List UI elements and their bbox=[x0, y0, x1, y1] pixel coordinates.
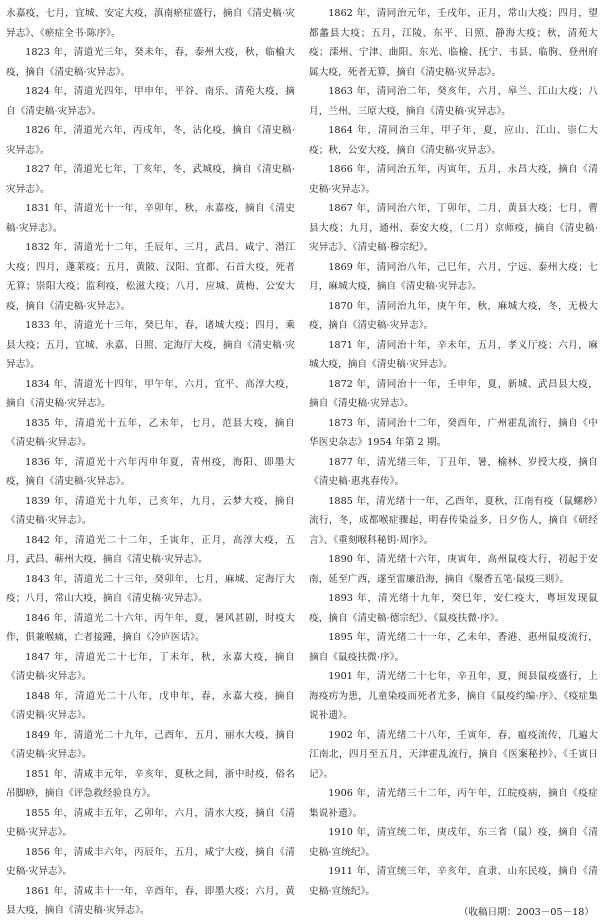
entry: 1902 年，清光绪二十八年，壬寅年，春，瘟疫流传，几遍大江南北，四月至五月，天津霍乱流行，摘自《医案秘抄》、《壬寅日记》。 bbox=[309, 729, 598, 780]
entry: 1843 年，清道光二十三年，癸卯年，七月，麻城、定海厅大疫；八月，常山大疫，摘自《清史稿·灾异志》。 bbox=[6, 573, 295, 604]
entry: 1862 年，清同治元年，壬戌年，正月，常山大疫；四月，望都蠡县大疫；五月，江陵、东平、日照、静海大疫；秋，清苑大疫；滦州、宁津、曲阳、东光、临榆、抚宁、韦县、临朐、登州府属大疫，死者无算，摘自《清史稿·灾异志》。 bbox=[309, 8, 598, 78]
entry: 1851 年，清咸丰元年，辛亥年，夏秋之间，浙中时疫，俗名吊脚痧，摘自《评急救经验良方》。 bbox=[6, 768, 295, 799]
entry: 1893 年，清光绪十九年，癸巳年，安仁疫大，粤垣发现鼠疫，摘自《清史稿·德宗纪》、《鼠疫扶微·序》。 bbox=[309, 593, 598, 624]
entry: 1872 年，清同治十一年，壬申年，夏，新城、武昌县大疫，摘自《清史稿·灾异志》。 bbox=[309, 378, 598, 409]
entry: 1866 年，清同治五年，丙寅年，五月，永昌大疫，摘自《清史稿·灾异志》。 bbox=[309, 164, 598, 195]
entry: 1831 年，清道光十一年，辛卯年，秋，永嘉疫，摘自《清史稿·灾异志》。 bbox=[6, 203, 295, 234]
entry: 1869 年，清同治八年，己巳年，六月，宁远、泰州大疫；七月，麻城大疫，摘自《清史稿·灾异志》。 bbox=[309, 261, 598, 292]
entry: 1849 年，清道光二十九年，己酉年，五月，丽水大疫，摘自《清史稿·灾异志》。 bbox=[6, 729, 295, 760]
entry: 1890 年，清光绪十六年，庚寅年，高州鼠疫大行，初起于安南，延至广西，遂至雷廉沿海，摘自《聚香五笔·鼠疫三则》。 bbox=[309, 554, 598, 585]
entry: 1911 年，清宣统三年，辛亥年，直隶、山东民疫，摘自《清史稿·宣统纪》。 bbox=[309, 866, 598, 897]
entry: 1835 年，清道光十五年，乙未年，七月，范县大疫，摘自《清史稿·灾异志》。 bbox=[6, 417, 295, 448]
entry: 1864 年，清同治三年，甲子年，夏，应山、江山、崇仁大疫；秋，公安大疫，摘自《清史稿·灾异志》。 bbox=[309, 125, 598, 156]
entry: 1873 年，清同治十二年，癸酉年，广州霍乱流行，摘自《中华医史杂志》1954 年第 2 期。 bbox=[309, 417, 598, 448]
entry: 1832 年，清道光十二年，壬辰年，三月，武昌、咸宁、潜江大疫；四月，蓬莱疫；五月，黄陂、汉阳、宜都、石首大疫，死者无算；崇阳大疫；监利疫，松滋大疫；八月，应城、黄梅、公安大疫，摘自《清史稿·灾异志》。 bbox=[6, 242, 295, 312]
entry: 1834 年，清道光十四年，甲午年，六月，宜平、高淳大疫，摘自《清史稿·灾异志》。 bbox=[6, 378, 295, 409]
entry: 1842 年，清道光二十二年，壬寅年，正月，高淳大疫，五月，武昌、蕲州大疫，摘自《清史稿·灾异志》。 bbox=[6, 534, 295, 565]
entry: 1895 年，清光绪二十一年，乙未年，香港、惠州鼠疫流行，摘自《鼠疫扶微·序》。 bbox=[309, 632, 598, 663]
entry: 1855 年，清咸丰五年，乙卯年，六月，清水大疫，摘自《清史稿·灾异志》。 bbox=[6, 807, 295, 838]
entry: 1906 年，清光绪三十二年，丙午年，江皖疫病，摘自《疫症集说补遗》。 bbox=[309, 788, 598, 819]
entry: 1901 年，清光绪二十七年，辛丑年，夏，闽县鼠疫盛行，上海疫疠为患，儿童染疫而死者尤多，摘自《鼠疫约编·序》、《疫症集说补遗》。 bbox=[309, 671, 598, 721]
entry: 1848 年，清道光二十八年，戊申年，春，永嘉大疫，摘自《清史稿·灾异志》。 bbox=[6, 690, 295, 721]
entry: 1836 年，清道光十六年丙申年夏，青州疫，海阳、即墨大疫，摘自《清史稿·灾异志》。 bbox=[6, 456, 295, 487]
entry: 1863 年，清同治二年，癸亥年，六月，皋兰、江山大疫；八月，兰州、三原大疫，摘自《清史稿·灾异志》。 bbox=[309, 86, 598, 117]
entry: 1827 年，清道光七年，丁亥年，冬，武城疫，摘自《清史稿·灾异志》。 bbox=[6, 164, 295, 195]
entry: 1847 年，清道光二十七年，丁未年，秋，永嘉大疫，摘自《清史稿·灾异志》。 bbox=[6, 651, 295, 682]
entry: 1833 年，清道光十三年，癸巳年，春，诸城大疫；四月，乘县大疫；五月，宜城、永嘉、日照、定海厅大疫，摘自《清史稿·灾异志》。 bbox=[6, 320, 295, 370]
right-column bbox=[309, 4, 598, 918]
entry: 1871 年，清同治十年，辛未年，五月，孝义厅疫；六月，麻城大疫，摘自《清史稿·灾异志》。 bbox=[309, 339, 598, 370]
entry: 1870 年，清同治九年，庚午年，秋，麻城大疫，冬，无极大疫，摘自《清史稿·灾异志》。 bbox=[309, 300, 598, 331]
entry: 1856 年，清咸丰六年，丙辰年，五月，咸宁大疫，摘自《清史稿·灾异志》。 bbox=[6, 846, 295, 877]
left-column bbox=[6, 4, 295, 916]
entry: 1824 年，清道光四年，甲申年，平谷、南乐、清苑大疫，摘自《清史稿·灾异志》。 bbox=[6, 86, 295, 117]
entry: 永嘉疫，七月，宜城、安定大疫，滇南瘀症盛行，摘自《清史稿·灾异志》、《瘀症全书·陈序》。 bbox=[6, 8, 295, 39]
entry: 1826 年，清道光六年，丙戌年，冬，沾化疫，摘自《清史稿·灾异志》。 bbox=[6, 125, 295, 156]
entry: 1910 年，清宣统二年，庚戌年，东三省（鼠）疫，摘自《清史稿·宣统纪》。 bbox=[309, 827, 598, 858]
entry: 1861 年，清咸丰十一年，辛酉年，春，即墨大疫；六月，黄县大疫，摘自《清史稿·灾异志》。 bbox=[6, 885, 295, 916]
received-date: （收稿日期：2003－05－18） bbox=[458, 907, 594, 918]
entry: 1823 年，清道光三年，癸未年，春，泰州大疫，秋，临榆大疫，摘自《清史稿·灾异志》。 bbox=[6, 47, 295, 78]
entry: 1885 年，清光绪十一年，乙酉年，夏秋，江南有疫（鼠螺痧）流行，冬，成都喉症骤起，明春传染益多，日夕伤人，摘自《研经言》、《重刻喉科秘钥·周序》。 bbox=[309, 495, 598, 546]
entry: 1867 年，清同治六年，丁卯年，二月，黄县大疫；七月，曹县大疫；九月，通州、泰安大疫，（二月）京师疫，摘自《清史稿·灾异志》、《清史稿·穆宗纪》。 bbox=[309, 203, 598, 253]
entry: 1839 年，清道光十九年，己亥年，九月，云梦大疫，摘自《清史稿·灾异志》。 bbox=[6, 495, 295, 526]
entry: 1877 年，清光绪三年，丁丑年，暑，榆林、岁授大疫，摘自《清史稿·惠兆春传》。 bbox=[309, 456, 598, 487]
entry: 1846 年，清道光二十六年，丙午年，夏，暑风甚剧，时疫大作，俱兼喉痛，亡者接踵，摘自《冷庐医话》。 bbox=[6, 612, 295, 643]
